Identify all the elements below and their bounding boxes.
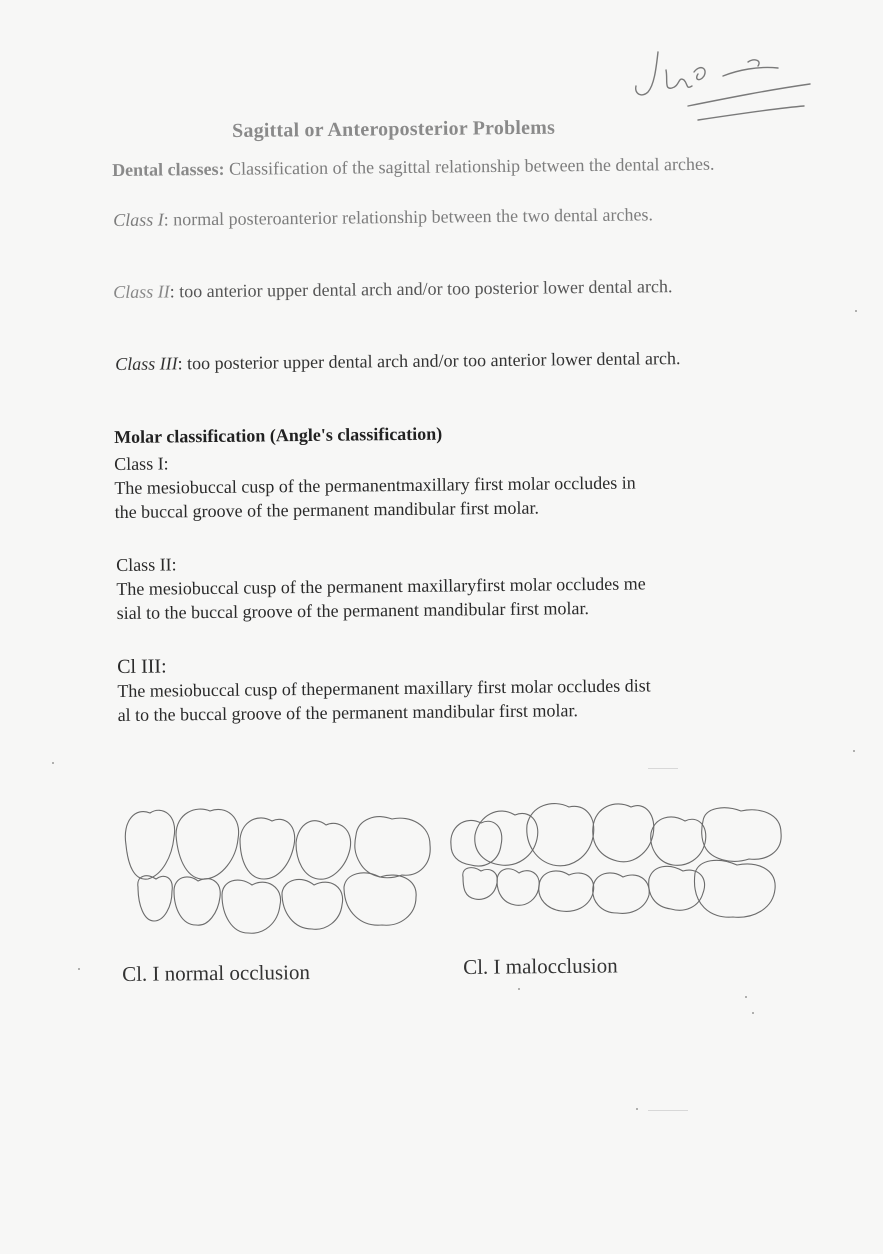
scan-speck (752, 1012, 754, 1014)
molar-class1-line2: the buccal groove of the permanent mandibular first molar. (114, 497, 540, 522)
page-title: Sagittal or Anteroposterior Problems (232, 116, 556, 142)
class2-paragraph (113, 273, 738, 304)
handwritten-signature (628, 40, 818, 130)
dental-classes-paragraph (112, 151, 737, 182)
class2-text: : too anterior upper dental arch and/or too posterior lower dental arch. (169, 276, 673, 302)
scan-line (648, 768, 678, 769)
scan-speck (853, 750, 855, 752)
molar-class3-line1: The mesiobuccal cusp of thepermanent maxillary first molar occludes dist (117, 675, 651, 701)
scan-speck (745, 996, 747, 998)
class3-text: : too posterior upper dental arch and/or too anterior lower dental arch. (177, 348, 681, 374)
molar-class3-line2: al to the buccal groove of the permanent mandibular first molar. (117, 700, 579, 725)
scan-speck (518, 988, 520, 990)
molar-class2-head: Class II: (116, 554, 177, 575)
molar-class1-line1: The mesiobuccal cusp of the permanentmaxillary first molar occludes in (114, 472, 636, 498)
class1-text: : normal posteroanterior relationship between the two dental arches. (163, 204, 654, 230)
normal-occlusion-teeth-drawing (118, 795, 436, 940)
molar-class3 (117, 648, 743, 727)
molar-class2 (116, 546, 742, 625)
molar-class1-head: Class I: (114, 453, 169, 474)
molar-class2-line1: The mesiobuccal cusp of the permanent maxillaryfirst molar occludes me (116, 573, 646, 599)
dental-classes-text: Classification of the sagittal relationship between the dental arches. (224, 153, 715, 179)
scan-speck (636, 1108, 638, 1110)
molar-class2-line2: sial to the buccal groove of the permanent mandibular first molar. (116, 598, 590, 623)
class1-paragraph (113, 201, 738, 232)
scan-line (648, 1110, 688, 1111)
class1-label: Class I (113, 209, 164, 230)
caption-malocclusion: Cl. I malocclusion (463, 953, 618, 979)
scan-speck (52, 762, 54, 764)
class2-label: Class II (113, 281, 170, 302)
scan-speck (855, 310, 857, 312)
class3-paragraph (115, 345, 740, 376)
scan-speck (78, 968, 80, 970)
malocclusion-teeth-drawing (445, 795, 790, 925)
molar-class3-head: Cl III: (117, 655, 167, 678)
molar-class1 (114, 445, 740, 524)
caption-normal-occlusion: Cl. I normal occlusion (122, 960, 311, 986)
molar-classification-heading: Molar classification (Angle's classification) (114, 423, 443, 447)
class3-label: Class III (115, 353, 178, 374)
dental-classes-label: Dental classes: (112, 158, 225, 180)
